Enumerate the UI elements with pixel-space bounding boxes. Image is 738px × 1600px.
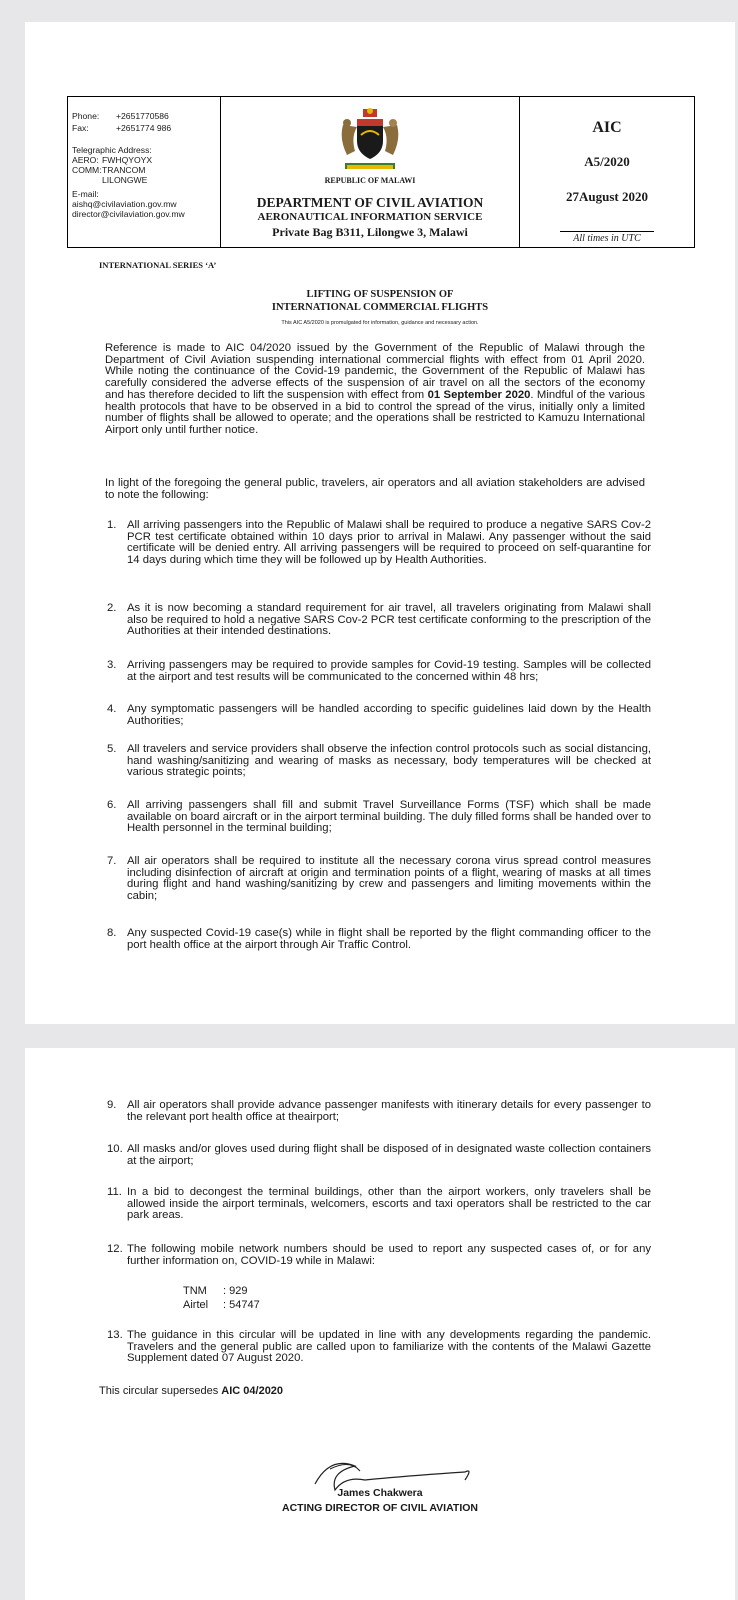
email-link-2[interactable]: director@civilaviation.gov.mw: [72, 209, 185, 219]
intro-paragraph: Reference is made to AIC 04/2020 issued by the Government of the Republic of Malawi through the Department of Civil Aviation suspending international commercial flights with effect from 01 April 2020. While noting the continuance of the Covid-19 pandemic, the Government of the Republic of Malawi has carefully considered the adverse effects of the suspension of air travel on all the sectors of the economy and has therefore decided to lift the suspension with effect from 01 September 2020. Mindful of the various health protocols that have to be observed in a bid to control the spread of the virus, initially only a limited number of flights shall be allowed to operate; and the operations shall be restricted to Kamuzu International Airport only until further notice.: [105, 342, 645, 436]
advisory-paragraph: In light of the foregoing the general public, travelers, air operators and all aviation stakeholders are advised to note the following:: [105, 477, 645, 501]
document-page-1: [25, 22, 735, 1024]
times-note: All times in UTC: [520, 233, 694, 244]
republic-label: REPUBLIC OF MALAWI: [324, 176, 416, 185]
network-number-row: Airtel : 54747: [183, 1299, 260, 1311]
fax-value: +2651774 986: [116, 123, 172, 133]
effective-date: 01 September 2020: [427, 388, 531, 401]
list-item: 1. All arriving passengers into the Republic of Malawi shall be required to produce a negative SARS Cov-2 PCR test certificate obtained within 10 days prior to arrival in Malawi. Any passenger without the said certificate will be denied entry. All arriving passengers will be required to proceed on self-quarantine for 14 days during which time they will be followed up by Health Authorities.: [107, 519, 651, 567]
list-item: 13. The guidance in this circular will be updated in line with any developments regarding the pandemic. Travelers and the general public are called upon to familiarize with the contents of the Malawi Gazette Supplement dated 07 August 2020.: [107, 1329, 651, 1365]
fax-line: Fax: +2651774 986: [72, 123, 172, 133]
aic-date: 27August 2020: [566, 189, 648, 204]
aic-column: [520, 97, 694, 247]
network-number-row: TNM : 929: [183, 1285, 248, 1297]
list-item: 3. Arriving passengers may be required to provide samples for Covid-19 testing. Samples will be collected at the airport and test results will be communicated to the concerned within 48 hrs;: [107, 659, 651, 683]
email-link-1[interactable]: aishq@civilaviation.gov.mw: [72, 199, 177, 209]
list-item: 2. As it is now becoming a standard requirement for air travel, all travelers originating from Malawi shall also be required to hold a negative SARS Cov-2 PCR test certificate conforming to the prescription of the Authorities at their intended destinations.: [107, 602, 651, 638]
phone-line: Phone: +2651770586: [72, 111, 169, 121]
list-item: 4. Any symptomatic passengers will be handled according to specific guidelines laid down by the Health Authorities;: [107, 703, 651, 727]
postal-address: Private Bag B311, Lilongwe 3, Malawi: [272, 225, 468, 239]
superseded-aic: AIC 04/2020: [221, 1385, 284, 1397]
document-title-line-2: INTERNATIONAL COMMERCIAL FLIGHTS: [271, 302, 489, 313]
document-page-2: [25, 1048, 735, 1600]
series-label: INTERNATIONAL SERIES ‘A’: [99, 260, 217, 270]
header-table: [67, 96, 695, 248]
signatory-title: ACTING DIRECTOR OF CIVIL AVIATION: [281, 1502, 478, 1514]
service-title: AERONAUTICAL INFORMATION SERVICE: [257, 211, 483, 223]
department-title: DEPARTMENT OF CIVIL AVIATION: [256, 195, 484, 210]
phone-value: +2651770586: [116, 111, 169, 121]
coat-of-arms-icon: [335, 105, 405, 175]
list-item: 8. Any suspected Covid-19 case(s) while in flight shall be reported by the flight commanding officer to the port health office at the airport through Air Traffic Control.: [107, 927, 651, 951]
document-title-line-1: LIFTING OF SUSPENSION OF: [306, 289, 454, 300]
list-item: 5. All travelers and service providers shall observe the infection control protocols such as social distancing, hand washing/sanitizing and wearing of masks as necessary, body temperatures will be checked at various strategic points;: [107, 743, 651, 779]
list-item: 12. The following mobile network numbers should be used to report any suspected cases of, or for any further information on, COVID-19 while in Malawi:: [107, 1243, 651, 1267]
list-item: 6. All arriving passengers shall fill and submit Travel Surveillance Forms (TSF) which shall be made available on board aircraft or in the airport terminal building. The duly filled forms shall be handed over to Health personnel in the terminal building;: [107, 799, 651, 835]
list-item: 10. All masks and/or gloves used during flight shall be disposed of in designated waste collection containers at the airport;: [107, 1143, 651, 1167]
signatory-name: James Chakwera: [337, 1487, 423, 1499]
list-item: 11. In a bid to decongest the terminal buildings, other than the airport workers, only travelers shall be allowed inside the airport terminals, welcomers, escorts and taxi operators shall be restricted to the car park areas.: [107, 1186, 651, 1222]
list-item: 9. All air operators shall provide advance passenger manifests with itinerary details for every passenger to the relevant port health office at theairport;: [107, 1099, 651, 1123]
promulgation-note: This AIC A5/2020 is promulgated for information, guidance and necessary action.: [281, 320, 479, 326]
aic-label: AIC: [592, 119, 622, 136]
telegraphic-label: Telegraphic Address:: [72, 145, 152, 155]
aic-number: A5/2020: [584, 154, 630, 169]
email-label: E-mail:: [72, 189, 99, 199]
comm-line: COMM:TRANCOM: [72, 165, 146, 175]
supersedes-note: This circular supersedes AIC 04/2020: [99, 1385, 284, 1397]
comm-city: LILONGWE: [102, 175, 148, 185]
department-column: [221, 97, 520, 247]
contact-column: [68, 97, 221, 247]
list-item: 7. All air operators shall be required to institute all the necessary corona virus spread control measures including disinfection of aircraft at origin and termination points of a flight, wearing of masks at all times during flight and hand washing/sanitizing by crew and passengers and limiting movements within the cabin;: [107, 855, 651, 903]
aero-line: AERO: FWHQYOYX: [72, 155, 153, 165]
